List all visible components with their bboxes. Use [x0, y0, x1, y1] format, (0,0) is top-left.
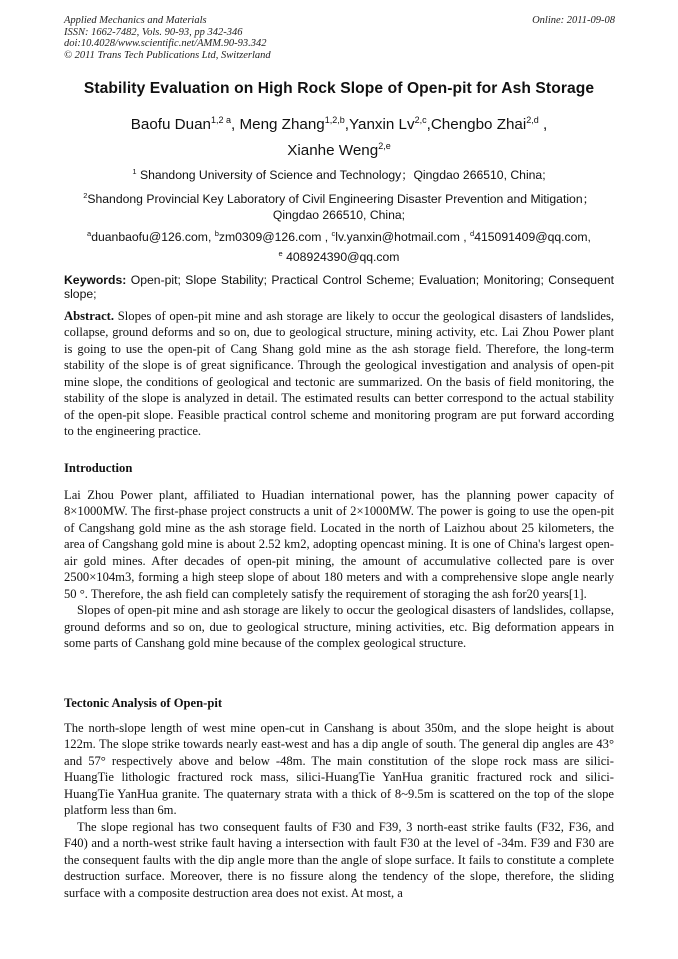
paragraph: Slopes of open-pit mine and ash storage are likely to occur the geological disasters of landslides, collapse, ground deforms and so on, due to geological structure, mining activities, etc. Big deformation appears in some parts of Canshang gold mine because of the complex geological structure.	[64, 603, 614, 651]
affiliation-1	[40, 164, 638, 183]
abstract	[64, 308, 614, 440]
introduction-body	[64, 487, 614, 652]
journal-header	[64, 15, 271, 61]
paper-title: Stability Evaluation on High Rock Slope of Open-pit for Ash Storage	[83, 80, 595, 97]
affiliation-mark: 2	[83, 191, 88, 200]
author-separator: ,	[426, 116, 431, 133]
abstract-text: Slopes of open-pit mine and ash storage are likely to occur the geological disasters of landslides, collapse, ground deforms and so on, due to geological structure, mining activity, etc. Lai Zhou Power plant is going to use the open-pit of Cang Shang gold mine as the ash storage field. Therefore, the long-term stability of the slope is of great significance. Through the geological investigation and analysis of open-pit mine slope, the conditions of geological and tectonic are summarized. On the basis of field monitoring, the stability of the slope is analyzed in detail. The estimated results can better correspond to the actual stability of the open-pit slope. Feasible practical control scheme and monitoring program are put forward according to the engineering practice.	[64, 309, 614, 439]
paragraph: Lai Zhou Power plant, affiliated to Huadian international power, has the planning power capacity of 8×1000MW. The first-phase project constructs a unit of 2×1000MW. The power is going to use the open-pit of Cangshang gold mine as the ash storage field. Located in the north of Laizhou about 25 kilometers, the area of Cangshang gold mine is about 2.52 km2, adopting opencast mining. It is one of China's largest open-air gold mines. After decades of open-pit mining, the amount of accumulative collected pare is over 2500×104m3, forming a high steep slope of about 180 meters and with a comprehensive slope angle nearly 50 °. Therefore, the ash field can completely satisfy the requirement of storaging the ash for20 years[1].	[64, 488, 614, 601]
author-name: Meng Zhang	[239, 116, 325, 133]
email-address: 415091409@qq.com,	[474, 230, 591, 244]
copyright-line: © 2011 Trans Tech Publications Ltd, Switzerland	[64, 49, 271, 61]
keywords-text: Open-pit; Slope Stability; Practical Control Scheme; Evaluation; Monitoring; Consequent slope;	[64, 273, 614, 302]
email-address: lv.yanxin@hotmail.com ,	[335, 230, 467, 244]
section-heading-introduction: Introduction	[64, 461, 133, 475]
keywords-label: Keywords:	[64, 273, 127, 287]
paragraph: The slope regional has two consequent faults of F30 and F39, 3 north-east strike faults (F32, F36, and F40) and a north-west strike fault having a intersection with fault F30 at the level of -34m. F39 and F30 are the consequent faults with the dip angle more than the angle of slope surface. It fails to constitute a complete destruction surface. Moreover, there is no fissure along the tendency of the slope, therefore, the sliding surface with a composite destruction area does not exist. At most, a	[64, 819, 614, 900]
author-name: Yanxin Lv	[349, 116, 415, 133]
email-address: duanbaofu@126.com,	[91, 230, 212, 244]
author-affiliation-mark: 1,2,b	[324, 115, 345, 125]
affiliation-mark: 1	[132, 167, 137, 176]
email-address: 408924390@qq.com	[286, 250, 400, 264]
email-address: zm0309@126.com ,	[218, 230, 329, 244]
author-affiliation-mark: 2,c	[414, 115, 427, 125]
tectonic-body	[64, 720, 614, 901]
email-mark: b	[214, 229, 219, 238]
affiliation-2	[40, 188, 638, 223]
author-line-1	[40, 115, 638, 133]
email-line-2	[40, 246, 638, 265]
email-mark: a	[87, 229, 92, 238]
affiliation-text: Shandong Provincial Key Laboratory of Civil Engineering Disaster Prevention and Mitigation；	[87, 192, 595, 206]
paragraph: The north-slope length of west mine open-cut in Canshang is about 350m, and the slope height is about 122m. The slope strike towards nearly east-west and has a dip angle of south. The general dip angles are 43° and 57° respectively above and below -48m. The main constitution of the slope rock mass are silici-HuangTie lithologic fractured rock mass, silici-HuangTie YanHua granitic fractured rock and silici-HuangTie YanHua granite. The quaternary strata with a thick of 8~9.5m is scattered on the top of the slope platform less than 6m.	[64, 721, 614, 818]
section-heading-tectonic: Tectonic Analysis of Open-pit	[64, 696, 223, 710]
affiliation-text: Qingdao 266510, China;	[272, 208, 406, 222]
email-mark: d	[470, 229, 475, 238]
author-separator: ,	[231, 116, 236, 133]
author-name: Xianhe Weng	[287, 142, 379, 159]
author-name: Chengbo Zhai	[430, 116, 527, 133]
email-mark: c	[331, 229, 336, 238]
email-mark: e	[278, 249, 283, 258]
author-affiliation-mark: 1,2 a	[210, 115, 231, 125]
abstract-label: Abstract.	[64, 309, 115, 323]
author-separator: ,	[344, 116, 350, 133]
email-line-1	[40, 226, 638, 245]
issn-line: ISSN: 1662-7482, Vols. 90-93, pp 342-346	[64, 26, 243, 38]
online-date: Online: 2011-09-08	[532, 15, 615, 26]
author-affiliation-mark: 2,d	[526, 115, 539, 125]
author-name: Baofu Duan	[130, 116, 211, 133]
doi-line: doi:10.4028/www.scientific.net/AMM.90-93.342	[64, 38, 267, 50]
affiliation-text: Shandong University of Science and Technology；Qingdao 266510, China;	[139, 168, 546, 182]
journal-name: Applied Mechanics and Materials	[64, 15, 207, 26]
author-line-2	[40, 141, 638, 159]
author-affiliation-mark: 2,e	[378, 141, 391, 151]
author-separator: ,	[543, 116, 548, 133]
keywords	[64, 273, 614, 302]
